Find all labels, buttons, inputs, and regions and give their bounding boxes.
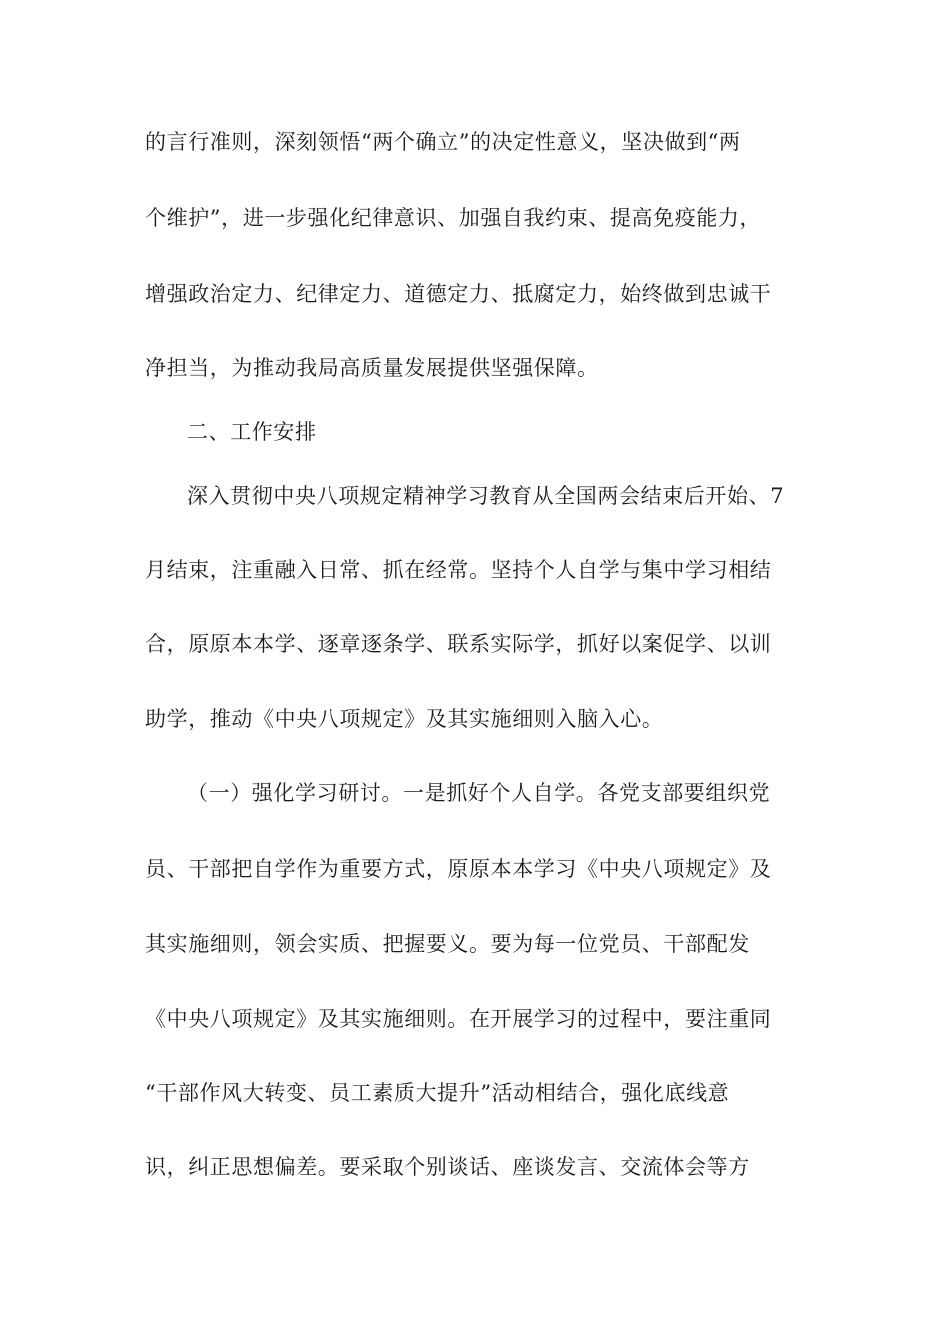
paragraph-line: （一）强化学习研讨。一是抓好个人自学。各党支部要组织党 bbox=[187, 781, 771, 805]
paragraph-line: 《中央八项规定》及其实施细则。在开展学习的过程中，要注重同 bbox=[145, 1007, 772, 1031]
paragraph-line: 个维护”，进一步强化纪律意识、加强自我约束、提高免疫能力， bbox=[145, 206, 762, 230]
paragraph-line: 助学，推动《中央八项规定》及其实施细则入脑入心。 bbox=[145, 707, 664, 731]
paragraph-line: 深入贯彻中央八项规定精神学习教育从全国两会结束后开始、7 bbox=[187, 484, 785, 508]
paragraph-line: “干部作风大转变、员工素质大提升”活动相结合，强化底线意 bbox=[145, 1081, 730, 1105]
paragraph-line: 合，原原本本学、逐章逐条学、联系实际学，抓好以案促学、以训 bbox=[145, 632, 772, 656]
paragraph-line: 增强政治定力、纪律定力、道德定力、抵腐定力，始终做到忠诚干 bbox=[145, 282, 772, 306]
paragraph-line: 的言行准则，深刻领悟“两个确立”的决定性意义，坚决做到“两 bbox=[145, 130, 741, 154]
paragraph-line: 净担当，为推动我局高质量发展提供坚强保障。 bbox=[145, 356, 599, 380]
paragraph-line: 识，纠正思想偏差。要采取个别谈话、座谈发言、交流体会等方 bbox=[145, 1155, 750, 1179]
paragraph-line: 月结束，注重融入日常、抓在经常。坚持个人自学与集中学习相结 bbox=[145, 558, 772, 582]
paragraph-line: 其实施细则，领会实质、把握要义。要为每一位党员、干部配发 bbox=[145, 932, 750, 956]
section-heading: 二、工作安排 bbox=[187, 420, 317, 444]
paragraph-line: 员、干部把自学作为重要方式，原原本本学习《中央八项规定》及 bbox=[145, 857, 772, 881]
